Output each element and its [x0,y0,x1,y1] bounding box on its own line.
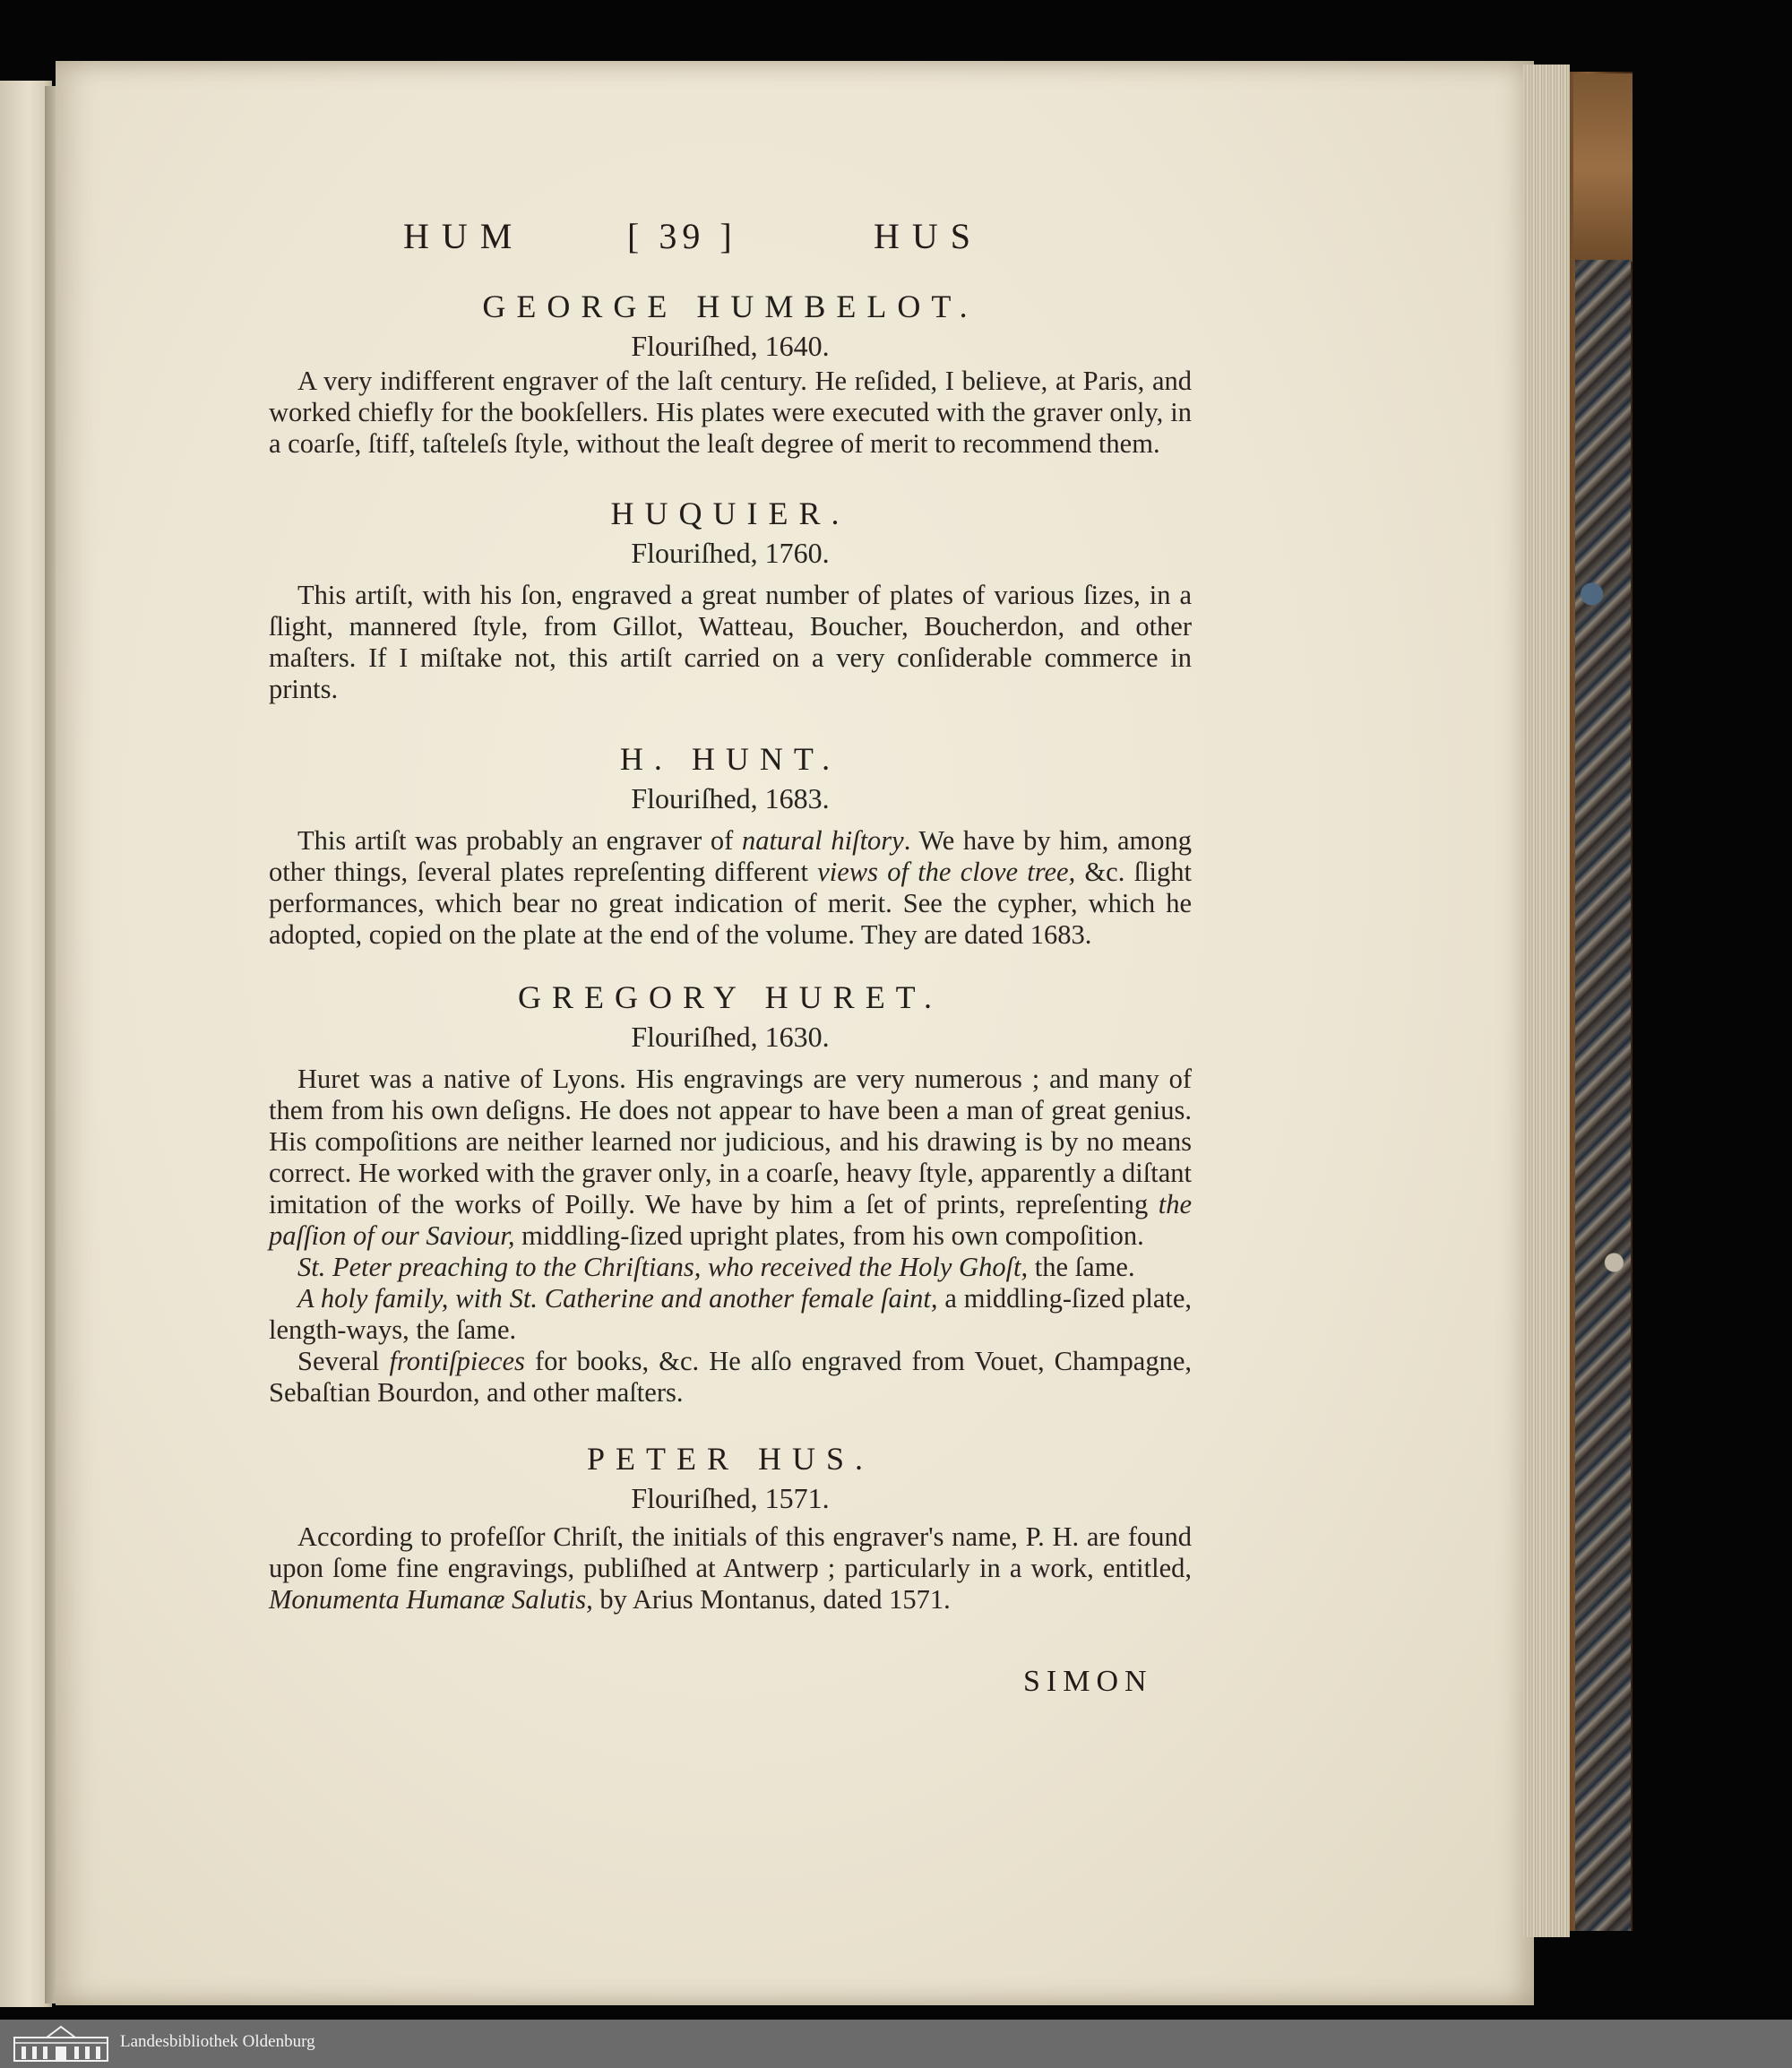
entry-date: Flouriſhed, 1683. [631,782,830,814]
entry-name: HUQUIER. [610,495,850,531]
entry-date: Flouriſhed, 1571. [631,1482,830,1514]
entry-paragraph: This artiſt, with his ſon, engraved a great number of plates of various ſizes, in a ſlight, mannered ſtyle, from Gillot, Watteau, Boucher, Boucherdon, and other maſters. If I miſtake not, this artiſt carried on a very conſiderable commerce in prints. [269,580,1192,704]
entry-paragraph [269,825,1192,951]
entry-paragraph [269,1521,1192,1616]
text-run: . We have by him, among other things, ſeveral plates repreſenting different [269,825,1192,887]
catchword: SIMON [1023,1665,1153,1698]
page-stack-edge [1523,65,1570,1937]
entry-date: Flouriſhed, 1630. [631,1021,830,1053]
text-run: Huret was a native of Lyons. His engravings are very numerous ; and many of them from his own deſigns. He does not appear to have been a man of great genius. His compoſitions are neither learned nor judicious, and his drawing is by no means correct. He worked with the graver only, in a coarſe, heavy ſtyle, apparently a diſtant imitation of the works of Poilly. We have by him a ſet of prints, repreſenting [269,1064,1192,1219]
entry-humbelot [269,287,1192,460]
entry-hus [269,1439,1192,1616]
entry-paragraph [269,1346,1192,1409]
text-run: Several [297,1346,390,1376]
text-run: middling-ſized upright plates, from his own compoſition. [514,1220,1144,1251]
marbled-cover [1575,260,1631,1931]
text-run: &c. ſlight performances, which bear no great indication of merit. See the cypher, which he adopted, copied on the plate at the end of the volume. They are dated 1683. [269,857,1192,950]
text-run: the ſame. [1028,1252,1135,1282]
text-run: According to profeſſor Chriſt, the initials of this engraver's name, P. H. are found upon ſome fine engravings, publiſhed at Antwerp ; particularly in a work, entitled, [269,1521,1192,1583]
leather-corner [1573,73,1633,262]
italic-run: the paſſion of our Saviour, [269,1189,1192,1251]
entry-name: PETER HUS. [586,1441,874,1477]
entry-name: H. HUNT. [619,741,841,777]
italic-run: frontiſpieces [389,1346,525,1376]
running-head-right: HUS [874,216,984,256]
italic-run: Monumenta Humanæ Salutis, [269,1584,593,1615]
entry-date: Flouriſhed, 1760. [631,537,830,569]
italic-run: natural hiſtory [741,825,904,856]
entry-paragraph: A very indifferent engraver of the laſt century. He reſided, I believe, at Paris, and worked chiefly for the bookſellers. His plates were executed with the graver only, in a coarſe, ſtiff, taſteleſs ſtyle, without the leaſt degree of merit to recommend them. [269,366,1192,459]
text-run: This artiſt was probably an engraver of [297,825,742,856]
footer-label: Landesbibliothek Oldenburg [120,2032,315,2051]
running-head-left: HUM [403,216,525,256]
library-building-icon [13,2025,109,2063]
entry-name: GEORGE HUMBELOT. [482,289,978,324]
entry-paragraph [269,1283,1192,1346]
text-run: a middling-ſized plate, length-ways, the ſame. [269,1283,1192,1345]
entry-date: Flouriſhed, 1640. [631,330,830,362]
entry-paragraph [269,1064,1192,1252]
entry-huret [269,978,1192,1409]
text-run: for books, &c. He alſo engraved from Vouet, Champagne, Sebaſtian Bourdon, and other maſters. [269,1346,1192,1408]
page-body [269,287,1192,1616]
italic-run: views of the clove tree, [817,857,1076,887]
page-number: [ 39 ] [627,216,737,256]
entry-paragraph [269,1252,1192,1283]
italic-run: St. Peter preaching to the Chriſtians, who received the Holy Ghoſt, [297,1252,1029,1282]
footer-bar [0,2020,1792,2068]
entry-hunt [269,739,1192,951]
entry-huquier [269,494,1192,705]
italic-run: A holy family, with St. Catherine and another female ſaint, [297,1283,938,1314]
text-run: by Arius Montanus, dated 1571. [592,1584,951,1615]
entry-name: GREGORY HURET. [518,979,943,1015]
